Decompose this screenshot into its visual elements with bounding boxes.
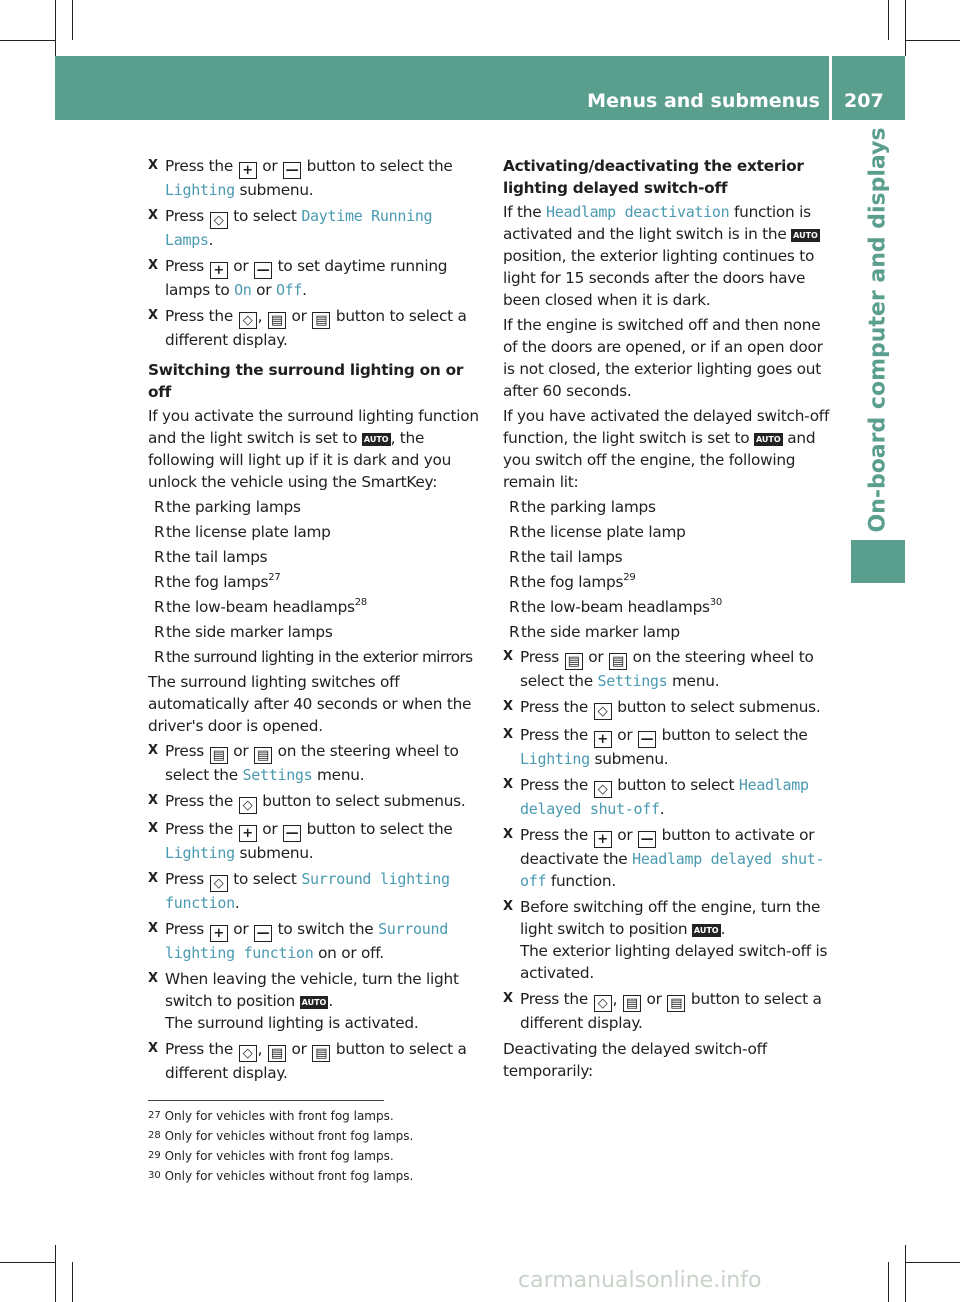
section-heading: Activating/deactivating the exterior lighting delayed switch-off bbox=[503, 157, 804, 197]
footnote-ref: 29 bbox=[623, 572, 636, 583]
footnote: $^{28}$ Only for vehicles without front fog lamps. bbox=[148, 1129, 414, 1143]
up-arrow-button-icon: ◇ bbox=[239, 1045, 257, 1062]
list-item: R the parking lamps bbox=[154, 498, 301, 516]
footnote: $^{27}$ Only for vehicles with front fog lamps. bbox=[148, 1109, 394, 1123]
display-back-button-icon: ▤ bbox=[565, 653, 583, 670]
list-item: R the tail lamps bbox=[154, 548, 268, 566]
step-marker: X bbox=[148, 158, 158, 173]
step-marker: X bbox=[503, 727, 513, 742]
page-number: 207 bbox=[844, 90, 884, 112]
auto-position-icon: AUTO bbox=[301, 998, 327, 1007]
minus-button-icon: — bbox=[254, 262, 272, 279]
crop-mark bbox=[888, 1262, 889, 1302]
menu-item-text: Headlamp delayed shut-off bbox=[520, 850, 825, 890]
crop-mark bbox=[905, 1245, 906, 1302]
left-column bbox=[148, 155, 484, 1088]
step-item: X Press ◇ to select Surround lighting function. bbox=[148, 870, 450, 912]
step-item: X Press the + or — button to select the Lighting submenu. bbox=[148, 820, 453, 862]
menu-item-text: Headlamp delayed shut-off bbox=[520, 776, 809, 818]
display-back-button-icon: ▤ bbox=[210, 747, 228, 764]
list-item: R the low-beam headlamps$^{30}$ bbox=[509, 597, 722, 616]
auto-position-icon: AUTO bbox=[755, 435, 781, 444]
paragraph: Deactivating the delayed switch-off temporarily: bbox=[503, 1040, 767, 1080]
bullet-marker: R bbox=[509, 573, 520, 591]
step-item: X Press + or — to switch the Surround lighting function on or off. bbox=[148, 920, 448, 962]
menu-item-text: Settings bbox=[242, 766, 313, 784]
step-marker: X bbox=[503, 827, 513, 842]
step-marker: X bbox=[503, 991, 513, 1006]
paragraph: If the engine is switched off and then none of the doors are opened, or if an open door is not closed, the exterior lighting goes out after 60 seconds. bbox=[503, 316, 823, 400]
step-item: X Press the + or — button to select the Lighting submenu. bbox=[148, 157, 453, 199]
bullet-marker: R bbox=[154, 648, 165, 666]
step-marker: X bbox=[148, 1041, 158, 1056]
crop-mark bbox=[0, 1262, 55, 1263]
step-item: X Press the ◇ , ▤ or ▤ button to select a different display. bbox=[148, 307, 467, 349]
display-back-button-icon: ▤ bbox=[268, 1045, 286, 1062]
crop-mark bbox=[72, 1262, 73, 1302]
plus-button-icon: + bbox=[594, 731, 612, 748]
plus-button-icon: + bbox=[210, 925, 228, 942]
plus-button-icon: + bbox=[594, 831, 612, 848]
step-marker: X bbox=[503, 777, 513, 792]
bullet-marker: R bbox=[154, 523, 165, 541]
paragraph: The surround lighting switches off automatically after 40 seconds or when the driver's door is opened. bbox=[148, 673, 472, 735]
menu-item-text: Lighting bbox=[165, 181, 235, 199]
watermark: carmanualsonline.info bbox=[518, 1268, 762, 1293]
footnote: $^{29}$ Only for vehicles with front fog lamps. bbox=[148, 1149, 394, 1163]
footnote-ref: 28 bbox=[354, 597, 367, 608]
bullet-marker: R bbox=[154, 548, 165, 566]
right-column bbox=[503, 155, 839, 1085]
step-marker: X bbox=[148, 793, 158, 808]
footnote: $^{30}$ Only for vehicles without front fog lamps. bbox=[148, 1169, 414, 1183]
step-marker: X bbox=[148, 208, 158, 223]
crop-mark bbox=[55, 0, 56, 56]
step-marker: X bbox=[503, 649, 513, 664]
plus-button-icon: + bbox=[239, 162, 257, 179]
footnote-ref: 27 bbox=[268, 572, 281, 583]
crop-mark bbox=[905, 40, 960, 41]
paragraph: If you have activated the delayed switch-off function, the light switch is set to AUTO and you switch off the engine, the following remain lit: bbox=[503, 407, 830, 491]
minus-button-icon: — bbox=[638, 831, 656, 848]
list-item: R the surround lighting in the exterior mirrors bbox=[154, 648, 473, 666]
crop-mark bbox=[905, 0, 906, 56]
list-item: R the license plate lamp bbox=[154, 523, 331, 541]
crop-mark bbox=[0, 40, 55, 41]
bullet-marker: R bbox=[509, 548, 520, 566]
up-arrow-button-icon: ◇ bbox=[594, 781, 612, 798]
bullet-marker: R bbox=[509, 523, 520, 541]
up-arrow-button-icon: ◇ bbox=[239, 797, 257, 814]
section-heading: Switching the surround lighting on or off bbox=[148, 361, 464, 401]
bullet-marker: R bbox=[154, 598, 165, 616]
display-forward-button-icon: ▤ bbox=[254, 747, 272, 764]
display-forward-button-icon: ▤ bbox=[609, 653, 627, 670]
plus-button-icon: + bbox=[210, 262, 228, 279]
step-item: X Before switching off the engine, turn the light switch to position AUTO . The exterior lighting delayed switch-off is activated. bbox=[503, 898, 828, 982]
footnote-divider bbox=[148, 1100, 384, 1101]
display-forward-button-icon: ▤ bbox=[312, 312, 330, 329]
display-back-button-icon: ▤ bbox=[268, 312, 286, 329]
bullet-marker: R bbox=[154, 573, 165, 591]
step-item: X Press ◇ to select Daytime Running Lamps. bbox=[148, 207, 433, 249]
auto-position-icon: AUTO bbox=[793, 231, 818, 240]
list-item: R the license plate lamp bbox=[509, 523, 686, 541]
step-marker: X bbox=[148, 258, 158, 273]
section-tab-marker bbox=[851, 540, 905, 583]
list-item: R the tail lamps bbox=[509, 548, 623, 566]
footnotes bbox=[148, 1106, 413, 1186]
step-item: X Press the ◇ , ▤ or ▤ button to select a different display. bbox=[503, 990, 822, 1032]
bullet-marker: R bbox=[154, 623, 165, 641]
step-item: X Press the + or — button to select the Lighting submenu. bbox=[503, 726, 808, 768]
auto-position-icon: AUTO bbox=[363, 435, 389, 444]
step-marker: X bbox=[148, 921, 158, 936]
step-marker: X bbox=[148, 821, 158, 836]
list-item: R the side marker lamp bbox=[509, 623, 680, 641]
up-arrow-button-icon: ◇ bbox=[239, 312, 257, 329]
crop-mark bbox=[55, 1245, 56, 1302]
menu-item-text: Off bbox=[275, 281, 303, 299]
step-marker: X bbox=[503, 699, 513, 714]
bullet-marker: R bbox=[509, 598, 520, 616]
menu-item-text: On bbox=[234, 281, 252, 299]
up-arrow-button-icon: ◇ bbox=[594, 703, 612, 720]
menu-item-text: Lighting bbox=[165, 844, 235, 862]
list-item: R the parking lamps bbox=[509, 498, 656, 516]
auto-position-icon: AUTO bbox=[693, 926, 719, 935]
menu-item-text: Headlamp deactivation bbox=[546, 203, 730, 221]
step-item: X Press the ◇ button to select submenus. bbox=[503, 698, 821, 719]
step-item: X Press the + or — button to activate or deactivate the Headlamp delayed shut-off function. bbox=[503, 826, 825, 890]
display-forward-button-icon: ▤ bbox=[312, 1045, 330, 1062]
footnote-ref: 30 bbox=[709, 597, 722, 608]
step-item: X Press the ◇ button to select Headlamp delayed shut-off. bbox=[503, 776, 809, 818]
minus-button-icon: — bbox=[638, 731, 656, 748]
menu-item-text: Surround lighting function bbox=[165, 920, 448, 962]
paragraph: If the Headlamp deactivation function is activated and the light switch is in the AUTO position, the exterior lighting continues to light for 15 seconds after the doors have been closed when it is dark. bbox=[503, 203, 818, 309]
up-arrow-button-icon: ◇ bbox=[210, 212, 228, 229]
step-marker: X bbox=[503, 899, 513, 914]
menu-item-text: Daytime Running Lamps bbox=[165, 207, 433, 249]
up-arrow-button-icon: ◇ bbox=[210, 875, 228, 892]
step-item: X Press + or — to set daytime running lamps to On or Off. bbox=[148, 257, 448, 299]
menu-item-text: Surround lighting function bbox=[165, 870, 450, 912]
step-item: X Press the ◇ button to select submenus. bbox=[148, 792, 466, 813]
crop-mark bbox=[72, 0, 73, 40]
minus-button-icon: — bbox=[254, 925, 272, 942]
paragraph: If you activate the surround lighting function and the light switch is set to AUTO , the following will light up if it is dark and you unlock the vehicle using the SmartKey: bbox=[148, 407, 479, 491]
up-arrow-button-icon: ◇ bbox=[594, 995, 612, 1012]
minus-button-icon: — bbox=[283, 162, 301, 179]
step-marker: X bbox=[148, 971, 158, 986]
step-marker: X bbox=[148, 871, 158, 886]
menu-item-text: Lighting bbox=[520, 750, 590, 768]
header-separator bbox=[829, 56, 832, 120]
list-item: R the low-beam headlamps$^{28}$ bbox=[154, 597, 367, 616]
plus-button-icon: + bbox=[239, 825, 257, 842]
list-item: R the fog lamps$^{27}$ bbox=[154, 572, 281, 591]
step-item: X Press the ◇ , ▤ or ▤ button to select a different display. bbox=[148, 1040, 467, 1082]
bullet-marker: R bbox=[509, 498, 520, 516]
list-item: R the side marker lamps bbox=[154, 623, 333, 641]
display-back-button-icon: ▤ bbox=[623, 995, 641, 1012]
display-forward-button-icon: ▤ bbox=[667, 995, 685, 1012]
step-marker: X bbox=[148, 743, 158, 758]
crop-mark bbox=[905, 1262, 960, 1263]
minus-button-icon: — bbox=[283, 825, 301, 842]
bullet-marker: R bbox=[509, 623, 520, 641]
crop-mark bbox=[888, 0, 889, 40]
step-marker: X bbox=[148, 308, 158, 323]
section-tab-label: On-board computer and displays bbox=[865, 127, 891, 533]
step-item: X Press ▤ or ▤ on the steering wheel to select the Settings menu. bbox=[503, 648, 814, 690]
list-item: R the fog lamps$^{29}$ bbox=[509, 572, 636, 591]
step-item: X Press ▤ or ▤ on the steering wheel to select the Settings menu. bbox=[148, 742, 459, 784]
menu-item-text: Settings bbox=[597, 672, 668, 690]
bullet-marker: R bbox=[154, 498, 165, 516]
step-item: X When leaving the vehicle, turn the light switch to position AUTO . The surround lighting is activated. bbox=[148, 970, 459, 1032]
page-title: Menus and submenus bbox=[587, 90, 820, 112]
